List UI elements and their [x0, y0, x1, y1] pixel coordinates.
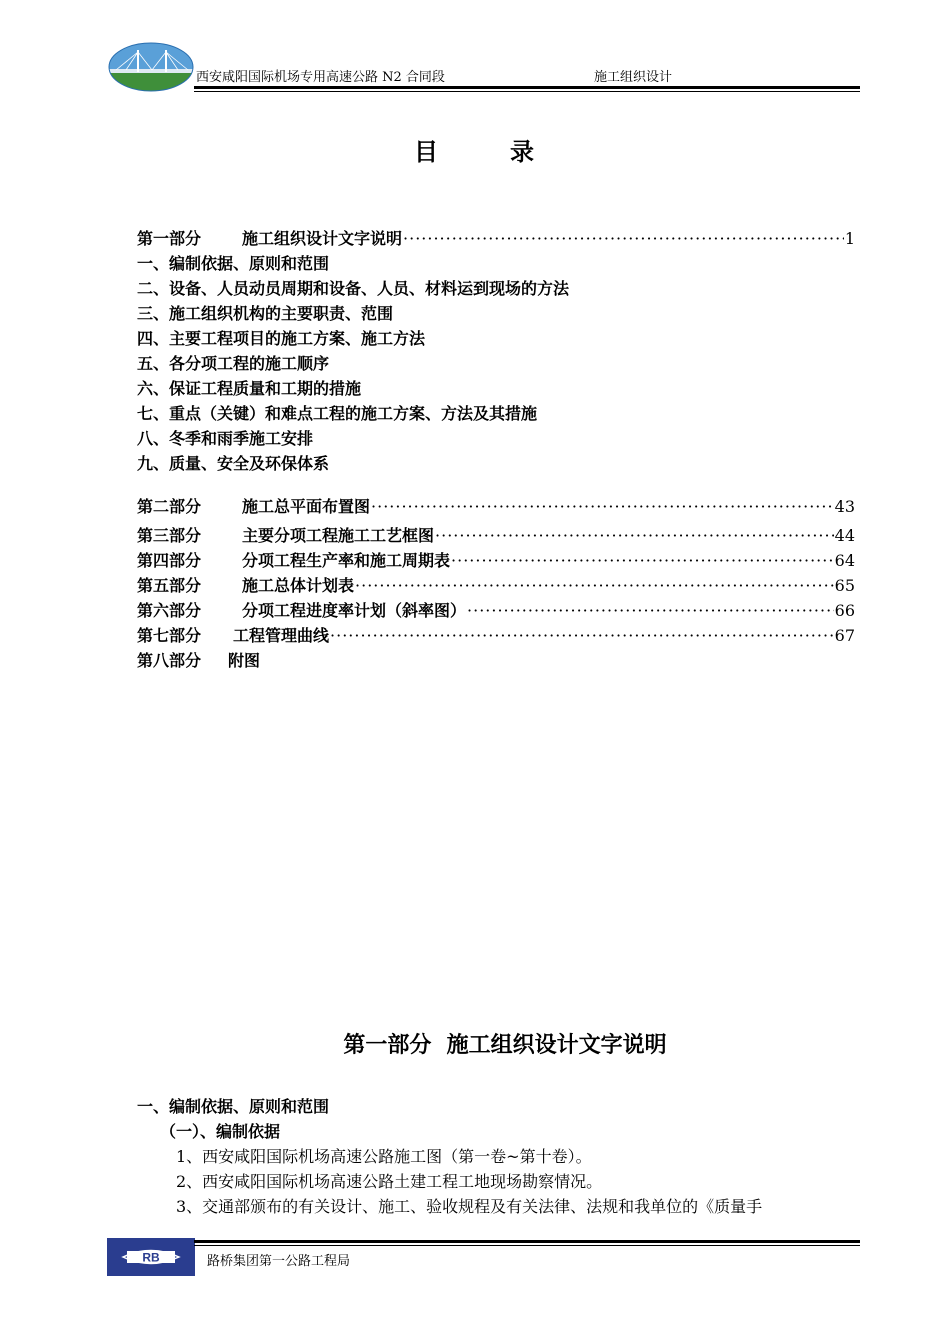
- toc-leader-dots: [330, 626, 834, 645]
- toc-section: 九、质量、安全及环保体系: [137, 454, 330, 473]
- toc-part-title: 施工总体计划表: [242, 576, 355, 595]
- toc-entry-part1: [137, 226, 855, 249]
- toc-part-label: 第二部分: [137, 497, 202, 516]
- toc-part-label: 第一部分: [137, 229, 202, 248]
- toc-section: 一、编制依据、原则和范围: [137, 254, 330, 273]
- toc-entry-part6: [137, 598, 855, 621]
- toc-page-number: 44: [834, 526, 855, 545]
- toc-section: 四、主要工程项目的施工方案、施工方法: [137, 329, 426, 348]
- toc-part-label: 第五部分: [137, 576, 202, 595]
- section-title: 第一部分 施工组织设计文字说明: [343, 1032, 667, 1058]
- toc-part-label: 第三部分: [137, 526, 202, 545]
- footer-rule: [194, 1240, 860, 1243]
- header-doc-type: 施工组织设计: [594, 70, 673, 85]
- toc-section: 七、重点（关键）和难点工程的施工方案、方法及其措施: [137, 404, 538, 423]
- toc-section: 八、冬季和雨季施工安排: [137, 429, 314, 448]
- toc-entry-part3: [137, 523, 855, 546]
- toc-title: [0, 132, 950, 167]
- header-project-name: 西安咸阳国际机场专用高速公路 N2 合同段: [196, 70, 445, 85]
- header-rule-thin: [194, 91, 860, 92]
- rb-logo-text: RB: [142, 1250, 160, 1265]
- toc-leader-dots: [403, 229, 844, 248]
- toc-section: 三、施工组织机构的主要职责、范围: [137, 304, 394, 323]
- header-rule: [194, 86, 860, 89]
- toc-entry-part2: [137, 494, 855, 517]
- toc-page-number: 43: [834, 497, 855, 516]
- toc-part-label: 第六部分: [137, 601, 202, 620]
- toc-leader-dots: [435, 526, 834, 545]
- body-paragraph: 1、西安咸阳国际机场高速公路施工图（第一卷~第十卷）。: [176, 1147, 592, 1166]
- footer-company-name: 路桥集团第一公路工程局: [207, 1254, 351, 1269]
- toc-title-right: 录: [510, 137, 536, 166]
- toc-part-title: 工程管理曲线: [233, 626, 330, 645]
- toc-entry-part7: [137, 623, 855, 646]
- toc-part-title: 分项工程进度率计划（斜率图）: [242, 601, 467, 620]
- toc-entry-part4: [137, 548, 855, 571]
- bridge-logo-icon: [108, 42, 194, 92]
- toc-entry-part8: [137, 648, 855, 671]
- subsection-heading: （一）、编制依据: [160, 1122, 281, 1141]
- toc-entry-part5: [137, 573, 855, 596]
- toc-section: 二、设备、人员动员周期和设备、人员、材料运到现场的方法: [137, 279, 570, 298]
- toc-leader-dots: [371, 497, 834, 516]
- toc-part-title: 施工组织设计文字说明: [242, 229, 403, 248]
- toc-page-number: 66: [834, 601, 855, 620]
- rb-company-logo-icon: [107, 1238, 195, 1276]
- toc-title-left: 目: [414, 137, 440, 166]
- toc-section: 五、各分项工程的施工顺序: [137, 354, 330, 373]
- toc-page-number: 67: [834, 626, 855, 645]
- toc-part-label: 第七部分: [137, 626, 202, 645]
- toc-leader-dots: [451, 551, 834, 570]
- toc-part-label: 第八部分: [137, 651, 202, 670]
- body-paragraph: 3、交通部颁布的有关设计、施工、验收规程及有关法律、法规和我单位的《质量手: [176, 1197, 763, 1216]
- body-paragraph: 2、西安咸阳国际机场高速公路土建工程工地现场勘察情况。: [176, 1172, 603, 1191]
- toc-part-title: 分项工程生产率和施工周期表: [242, 551, 451, 570]
- section-heading: 一、编制依据、原则和范围: [137, 1097, 330, 1116]
- toc-part-title: 主要分项工程施工工艺框图: [242, 526, 435, 545]
- toc-part-title: 施工总平面布置图: [242, 497, 371, 516]
- toc-page-number: 64: [834, 551, 855, 570]
- footer-rule-thin: [194, 1245, 860, 1246]
- toc-part-label: 第四部分: [137, 551, 202, 570]
- toc-leader-dots: [355, 576, 834, 595]
- toc-page-number: 65: [834, 576, 855, 595]
- toc-page-number: 1: [844, 229, 855, 248]
- toc-part-title: 附图: [228, 651, 261, 670]
- toc-section: 六、保证工程质量和工期的措施: [137, 379, 362, 398]
- toc-leader-dots: [467, 601, 834, 620]
